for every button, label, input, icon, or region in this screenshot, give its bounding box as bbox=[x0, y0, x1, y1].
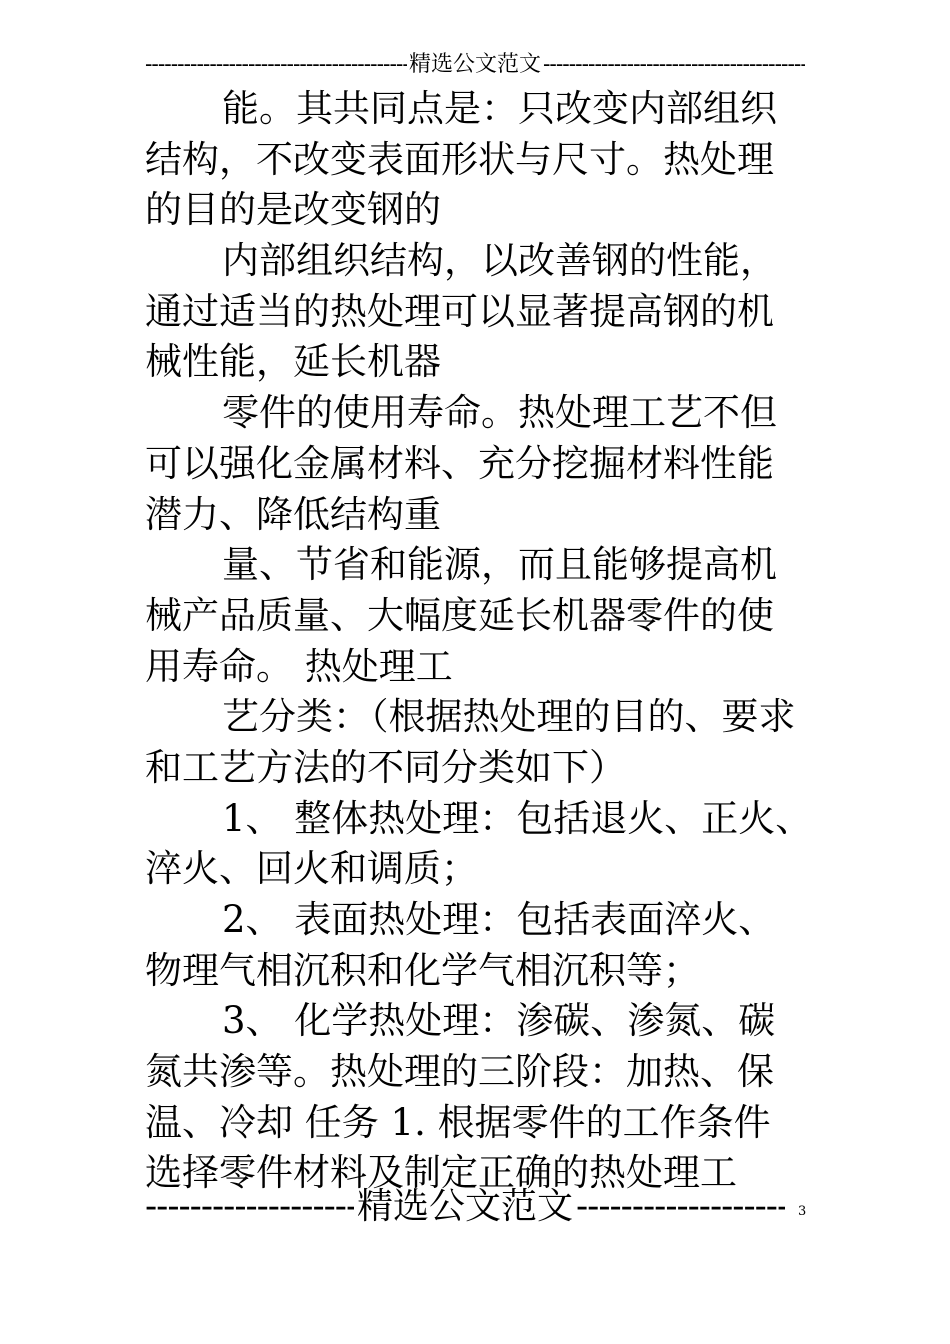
text-line: 结构，不改变表面形状与尺寸。热处理 bbox=[145, 137, 774, 181]
text-line: 械性能，延长机器 bbox=[145, 340, 441, 384]
text-line: 物理气相沉积和化学气相沉积等； bbox=[145, 948, 700, 992]
text-line: 选择零件材料及制定正确的热处理工 bbox=[145, 1151, 737, 1195]
text-line: 和工艺方法的不同分类如下） bbox=[145, 745, 626, 789]
page-number: 3 bbox=[798, 1204, 807, 1219]
text-line: 量、节省和能源，而且能够提高机 bbox=[222, 543, 777, 587]
text-line: 温、冷却 任务 1. 根据零件的工作条件 bbox=[145, 1100, 771, 1144]
text-line: 械产品质量、大幅度延长机器零件的使 bbox=[145, 593, 774, 637]
page-footer bbox=[145, 1182, 785, 1232]
text-line: 淬火、回火和调质； bbox=[145, 847, 478, 891]
list-item-line: 1、 整体热处理：包括退火、正火、 bbox=[222, 796, 813, 840]
text-line: 能。其共同点是：只改变内部组织 bbox=[222, 87, 777, 130]
footer-title: 精选公文范文 bbox=[356, 1186, 573, 1227]
list-item-line: 2、 表面热处理：包括表面淬火、 bbox=[222, 898, 776, 941]
footer-dashes-left bbox=[145, 1182, 354, 1232]
document-body bbox=[145, 84, 815, 1199]
text-line: 零件的使用寿命。热处理工艺不但 bbox=[222, 391, 777, 435]
text-line: 用寿命。 热处理工 bbox=[145, 644, 453, 688]
header-dashes-left bbox=[145, 50, 407, 80]
text-line: 通过适当的热处理可以显著提高钢的机 bbox=[145, 289, 774, 333]
text-line: 艺分类：（根据热处理的目的、要求 bbox=[222, 695, 796, 739]
header-dashes-right bbox=[543, 50, 805, 80]
text-line: 内部组织结构，以改善钢的性能， bbox=[222, 239, 777, 283]
text-line: 的目的是改变钢的 bbox=[145, 188, 441, 232]
page-header bbox=[145, 50, 805, 80]
header-title: 精选公文范文 bbox=[408, 52, 541, 77]
text-line: 氮共渗等。热处理的三阶段：加热、保 bbox=[145, 1050, 774, 1094]
text-line: 可以强化金属材料、充分挖掘材料性能 bbox=[145, 441, 774, 485]
list-item-line: 3、 化学热处理：渗碳、渗氮、碳 bbox=[222, 999, 776, 1043]
footer-dashes-right bbox=[576, 1182, 785, 1232]
text-line: 潜力、降低结构重 bbox=[145, 492, 441, 536]
